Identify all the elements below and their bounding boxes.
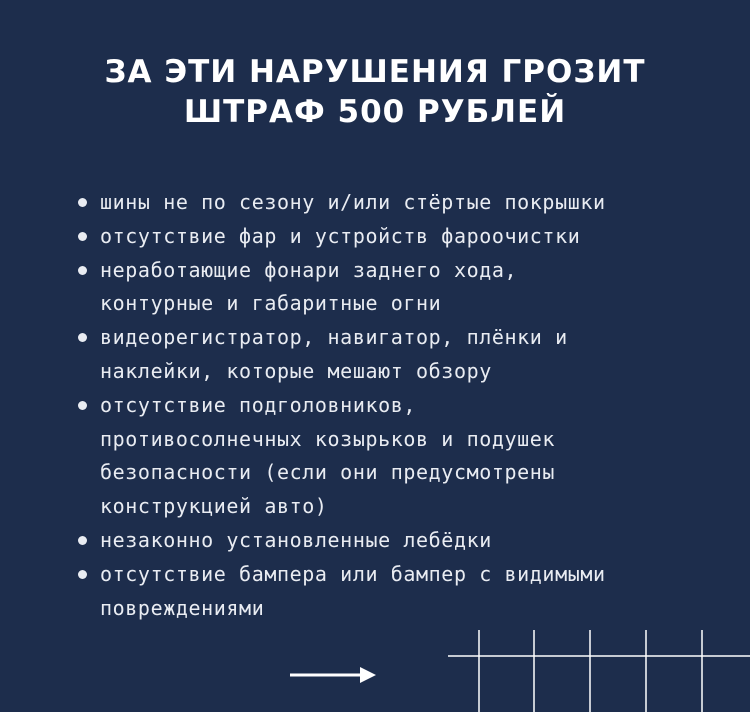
list-item-line: безопасности (если они предусмотрены: [100, 460, 556, 485]
list-item-line: отсутствие подголовников,: [100, 392, 417, 417]
title-line-1: ЗА ЭТИ НАРУШЕНИЯ ГРОЗИТ: [104, 54, 646, 90]
list-item-line: противосолнечных козырьков и подушек: [100, 426, 556, 451]
arrow-right-icon[interactable]: [288, 664, 378, 686]
title-line-2: ШТРАФ 500 РУБЛЕЙ: [183, 94, 567, 130]
list-item-line: видеорегистратор, навигатор, плёнки и: [100, 325, 568, 350]
bullet-icon: [78, 266, 87, 275]
list-item: [78, 254, 738, 322]
list-item-line: незаконно установленные лебёдки: [100, 527, 492, 552]
list-item-line: отсутствие бампера или бампер с видимыми: [100, 561, 606, 586]
list-item-line: шины не по сезону и/или стёртые покрышки: [100, 190, 606, 214]
bullet-icon: [78, 570, 87, 579]
bullet-icon: [78, 401, 87, 410]
list-item: [78, 558, 738, 626]
page-title: [0, 52, 750, 132]
list-item-line: контурные и габаритные огни: [100, 291, 442, 316]
list-item-line: неработающие фонари заднего хода,: [100, 257, 518, 282]
bullet-icon: [78, 232, 87, 241]
list-item: [78, 524, 738, 558]
bullet-icon: [78, 333, 87, 342]
list-item: [78, 220, 738, 254]
violations-list: [78, 186, 738, 625]
bullet-icon: [78, 536, 87, 545]
list-item-line: наклейки, которые мешают обзору: [100, 358, 492, 383]
list-item: [78, 186, 738, 220]
list-item: [78, 321, 738, 389]
list-item-line: повреждениями: [100, 595, 265, 620]
list-item: [78, 389, 738, 524]
list-item-line: отсутствие фар и устройств фароочистки: [100, 223, 581, 248]
list-item-line: конструкцией авто): [100, 494, 328, 519]
decorative-grid: [448, 630, 750, 712]
bullet-icon: [78, 198, 87, 207]
